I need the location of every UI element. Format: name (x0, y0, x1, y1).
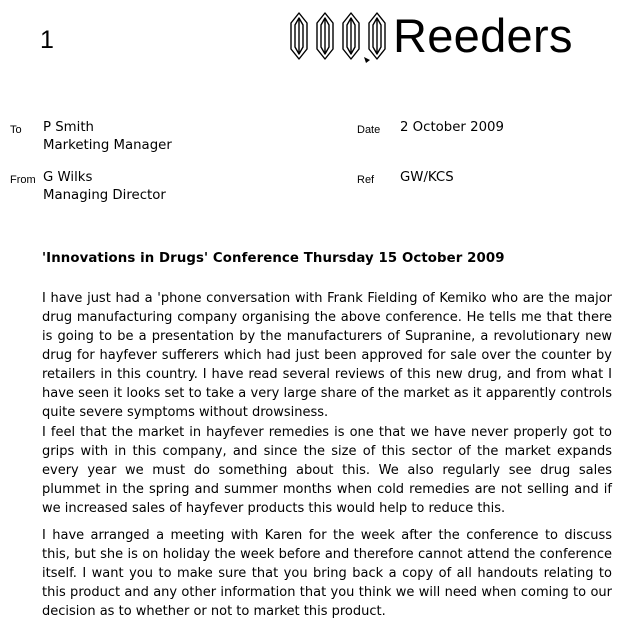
ref-value: GW/KCS (400, 170, 454, 185)
date-value: 2 October 2009 (400, 120, 504, 135)
date-label: Date (357, 124, 381, 136)
company-logo (286, 8, 573, 64)
from-name: G Wilks (43, 170, 93, 185)
to-name: P Smith (43, 120, 94, 135)
page-number: 1 (40, 26, 54, 54)
to-title: Marketing Manager (43, 138, 172, 153)
from-title: Managing Director (43, 188, 166, 203)
body-paragraph-3: I have arranged a meeting with Karen for the week after the conference to discuss this, but she is on holiday the week before and therefore cannot attend the conference itself. I want you to make sure that you bring back a copy of all handouts relating to this product and any other information that you think we will need when coming to our decision as to whether or not to market this product. (42, 528, 612, 619)
reeders-logo-icon (286, 8, 392, 64)
body-paragraph-1: I have just had a 'phone conversation with Frank Fielding of Kemiko who are the major drug manufacturing company organising the above conference. He tells me that there is going to be a presentation by the manufacturers of Supranine, a revolutionary new drug for hayfever sufferers which had just been approved for sale over the counter by retailers in this country. I have read several reviews of this new drug, and from what I have seen it looks set to take a very large share of the market as it apparently controls quite severe symptoms without drowsiness. (42, 291, 612, 420)
ref-label: Ref (357, 174, 375, 186)
company-name: Reeders (393, 9, 573, 62)
from-label: From (10, 174, 36, 186)
memo-subject: 'Innovations in Drugs' Conference Thursday 15 October 2009 (42, 251, 505, 266)
to-label: To (10, 124, 22, 136)
body-paragraph-2: I feel that the market in hayfever remedies is one that we have never properly got to grips with in this company, and since the size of this sector of the market expands every year we must do something about this. We also regularly see drug sales plummet in the spring and summer months when cold remedies are not selling and if we increased sales of hayfever products this would help to reduce this. (42, 425, 612, 516)
